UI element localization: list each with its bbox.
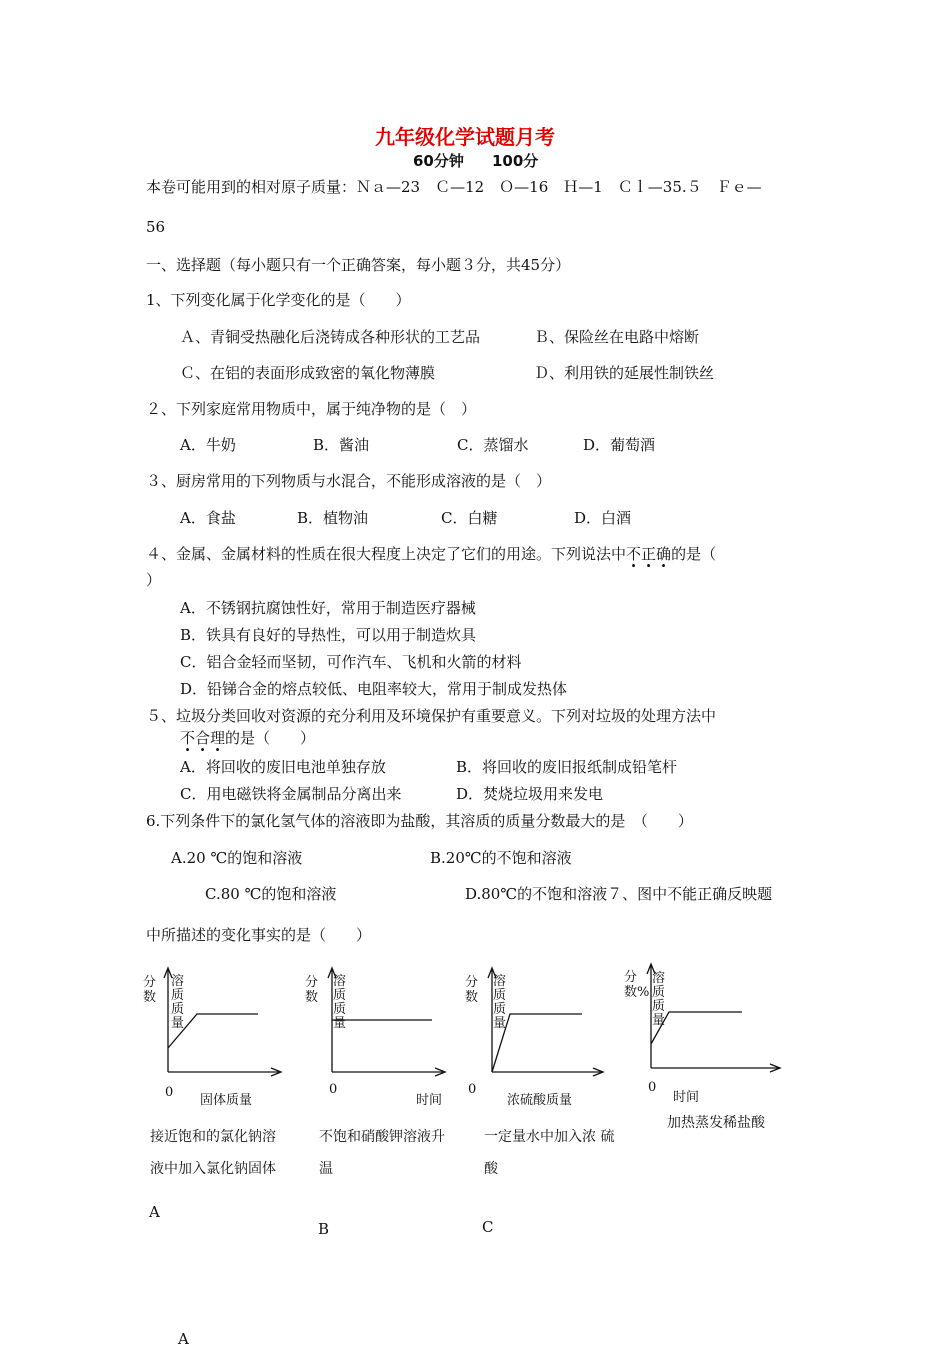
graph-a-caption-2: 液中加入氯化钠固体 xyxy=(150,1161,276,1177)
emphasis-char: 理 xyxy=(210,729,226,747)
q4-stem-cont: ） xyxy=(146,571,162,589)
q1-stem: 1、下列变化属于化学变化的是（ ） xyxy=(146,291,411,309)
q5-stem-cont: 不合理的是（ ） xyxy=(180,729,316,747)
graph-b-y-label: 分数 xyxy=(305,975,319,1005)
graph-a-y-label-2: 溶质质量 xyxy=(171,974,185,1031)
graph-c xyxy=(474,960,624,1090)
graph-c-origin: 0 xyxy=(468,1082,477,1097)
graph-c-letter: C xyxy=(482,1218,494,1236)
graph-a-origin: 0 xyxy=(165,1085,174,1100)
q3-option-a: A．食盐 xyxy=(180,509,236,527)
q2-option-a: A．牛奶 xyxy=(180,436,236,454)
graph-b-caption: 不饱和硝酸钾溶液升 xyxy=(319,1129,445,1145)
q3-option-b: B．植物油 xyxy=(297,509,369,527)
graph-a-curve xyxy=(168,1014,258,1048)
emphasis-char: 正 xyxy=(641,545,657,563)
q1-option-b: Ｂ、保险丝在电路中熔断 xyxy=(534,328,700,346)
page-title: 九年级化学试题月考 xyxy=(375,125,555,149)
graph-a-x-label: 固体质量 xyxy=(200,1093,253,1108)
q6-option-a: A.20 ℃的饱和溶液 xyxy=(171,849,303,867)
graph-d-x-label: 时间 xyxy=(673,1090,700,1105)
graph-c-x-label: 浓硫酸质量 xyxy=(507,1093,573,1108)
graph-b-caption-2: 温 xyxy=(319,1161,333,1177)
graph-b-origin: 0 xyxy=(329,1082,338,1097)
graph-c-curve xyxy=(492,1014,582,1072)
graph-c-caption: 一定量水中加入浓 硫 xyxy=(484,1129,615,1145)
q3-option-d: D．白酒 xyxy=(574,509,632,527)
graph-a xyxy=(150,960,300,1090)
emphasis-char: 不 xyxy=(180,729,196,747)
exam-score: 100分 xyxy=(492,152,539,170)
emphasis-char: 确 xyxy=(656,545,672,563)
graph-d-caption: 加热蒸发稀盐酸 xyxy=(667,1115,765,1131)
q2-option-c: C．蒸馏水 xyxy=(457,436,529,454)
exam-duration: 60分钟 xyxy=(413,152,464,170)
q7-stem: 中所描述的变化事实的是（ ） xyxy=(146,926,372,944)
graph-b-letter: B xyxy=(318,1220,330,1238)
graph-c-y-label-2: 溶质质量 xyxy=(493,974,507,1031)
graph-d-curve xyxy=(651,1012,742,1044)
footer-letter: A xyxy=(178,1330,189,1348)
graph-d-y-label: 分数% xyxy=(624,970,650,1000)
q4-option-a: A．不锈钢抗腐蚀性好，常用于制造医疗器械 xyxy=(180,599,476,617)
q1-option-d: Ｄ、利用铁的延展性制铁丝 xyxy=(534,364,715,382)
q5-option-c: C．用电磁铁将金属制品分离出来 xyxy=(180,785,402,803)
graph-a-y-label: 分数 xyxy=(143,975,157,1005)
q5-option-d: D．焚烧垃圾用来发电 xyxy=(456,785,604,803)
graph-b-x-label: 时间 xyxy=(416,1093,443,1108)
q2-option-d: D．葡萄酒 xyxy=(583,436,656,454)
graph-d-y-label-2: 溶质质量 xyxy=(652,971,666,1028)
graph-a-letter: A xyxy=(149,1203,160,1221)
q6-option-d: D.80℃的不饱和溶液７、图中不能正确反映题 xyxy=(465,885,773,903)
emphasis-char: 不 xyxy=(626,545,642,563)
q6-option-b: B.20℃的不饱和溶液 xyxy=(430,849,572,867)
graph-b xyxy=(314,960,464,1090)
graph-a-caption: 接近饱和的氯化钠溶 xyxy=(150,1129,276,1145)
emphasis-char: 合 xyxy=(195,729,211,747)
atomic-masses: 本卷可能用到的相对原子质量：Ｎａ—23 Ｃ—12 Ｏ—16 Ｈ—1 Ｃｌ—35.５ Ｆｅ— xyxy=(146,178,762,196)
q5-stem: ５、垃圾分类回收对资源的充分利用及环境保护有重要意义。下列对垃圾的处理方法中 xyxy=(146,707,717,725)
graph-d-origin: 0 xyxy=(648,1080,657,1095)
q6-stem: 6.下列条件下的氯化氢气体的溶液即为盐酸，其溶质的质量分数最大的是 （ ） xyxy=(146,812,693,830)
q4-option-b: B．铁具有良好的导热性，可以用于制造炊具 xyxy=(180,626,477,644)
q5-option-a: A．将回收的废旧电池单独存放 xyxy=(180,758,386,776)
q2-option-b: B．酱油 xyxy=(313,436,370,454)
q4-option-d: D．铅锑合金的熔点较低、电阻率较大，常用于制成发热体 xyxy=(180,680,568,698)
q6-option-c: C.80 ℃的饱和溶液 xyxy=(205,885,337,903)
graph-d xyxy=(633,958,793,1088)
atomic-masses-cont: 56 xyxy=(146,218,166,236)
q3-stem: ３、厨房常用的下列物质与水混合，不能形成溶液的是（ ） xyxy=(146,472,552,490)
section-heading: 一、选择题（每小题只有一个正确答案，每小题３分，共45分） xyxy=(146,256,571,274)
q1-option-a: Ａ、青铜受热融化后浇铸成各种形状的工艺品 xyxy=(180,328,481,346)
q1-option-c: Ｃ、在铝的表面形成致密的氧化物薄膜 xyxy=(180,364,436,382)
graph-c-y-label: 分数 xyxy=(465,975,479,1005)
q3-option-c: C．白糖 xyxy=(441,509,498,527)
graph-b-y-label-2: 溶质质量 xyxy=(333,974,347,1031)
graph-c-caption-2: 酸 xyxy=(484,1161,498,1177)
q4-stem: ４、金属、金属材料的性质在很大程度上决定了它们的用途。下列说法中不正确的是（ xyxy=(146,545,717,563)
q2-stem: ２、下列家庭常用物质中，属于纯净物的是（ ） xyxy=(146,400,477,418)
q5-option-b: B．将回收的废旧报纸制成铅笔杆 xyxy=(456,758,678,776)
q4-option-c: C．铝合金轻而坚韧，可作汽车、飞机和火箭的材料 xyxy=(180,653,522,671)
